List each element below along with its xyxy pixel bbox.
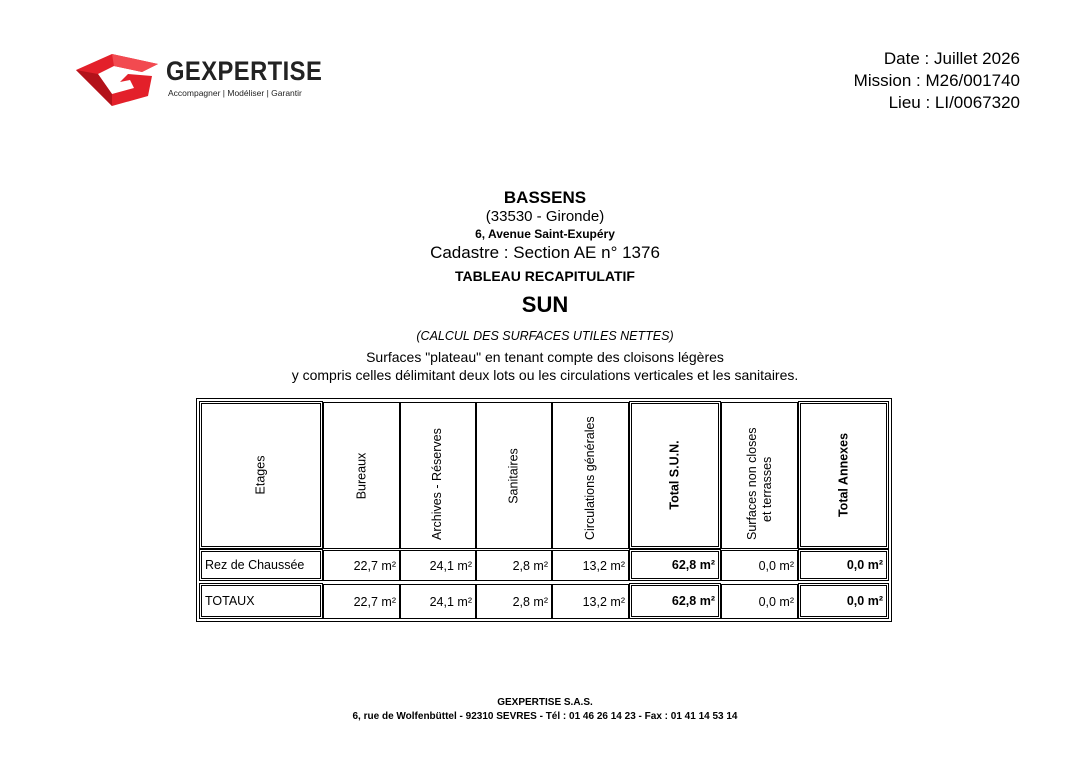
header-circulations: Circulations générales [552,402,629,549]
table-row-totals-label: TOTAUX [199,583,323,619]
meta-date: Date : Juillet 2026 [883,49,1020,68]
cadastre: Cadastre : Section AE n° 1376 [430,243,660,262]
table-cell: 24,1 m² [400,550,476,581]
table-cell: 24,1 m² [400,584,476,619]
meta-lieu: Lieu : LI/0067320 [888,93,1020,112]
table-cell-total-annexes: 0,0 m² [798,583,889,619]
header-total-annexes: Total Annexes [798,401,889,549]
city-title: BASSENS [503,188,587,207]
header-sanitaires: Sanitaires [476,402,552,549]
table-cell: 22,7 m² [323,550,400,581]
table-cell: 0,0 m² [721,550,798,581]
description-line-1: Surfaces "plateau" en tenant compte des cloisons légères [366,349,724,365]
address: 6, Avenue Saint-Exupéry [475,227,615,241]
description-line-2: y compris celles délimitant deux lots ou les circulations verticales et les sanitaires. [291,367,799,383]
department: (33530 - Gironde) [485,208,605,225]
surfaces-table [196,398,892,622]
table-cell: 22,7 m² [323,584,400,619]
calc-note: (CALCUL DES SURFACES UTILES NETTES) [416,329,674,343]
meta-mission: Mission : M26/001740 [853,71,1020,90]
header-non-closes: Surfaces non closes et terrasses [721,402,798,549]
table-cell: 2,8 m² [476,584,552,619]
subtitle: TABLEAU RECAPITULATIF [455,268,635,284]
header-bureaux: Bureaux [323,402,400,549]
table-cell: 13,2 m² [552,584,629,619]
logo-wordmark: GEXPERTISE [166,56,323,86]
table-cell-total-sun: 62,8 m² [629,583,721,619]
header-etages: Etages [199,401,323,549]
table-cell-total-sun: 62,8 m² [629,549,721,581]
table-row-label: Rez de Chaussée [199,549,323,581]
table-cell: 13,2 m² [552,550,629,581]
gexpertise-logo-icon [72,50,162,106]
table-cell-total-annexes: 0,0 m² [798,549,889,581]
footer-company: GEXPERTISE S.A.S. [497,697,593,708]
company-logo [72,50,322,106]
page-title: SUN [521,292,569,317]
header-archives: Archives - Réserves [400,402,476,549]
footer-contact: 6, rue de Wolfenbüttel - 92310 SEVRES - Tél : 01 46 26 14 23 - Fax : 01 41 14 53 14 [352,711,738,722]
table-cell: 2,8 m² [476,550,552,581]
table-cell: 0,0 m² [721,584,798,619]
logo-tagline: Accompagner | Modéliser | Garantir [168,88,302,98]
header-total-sun: Total S.U.N. [629,401,721,549]
